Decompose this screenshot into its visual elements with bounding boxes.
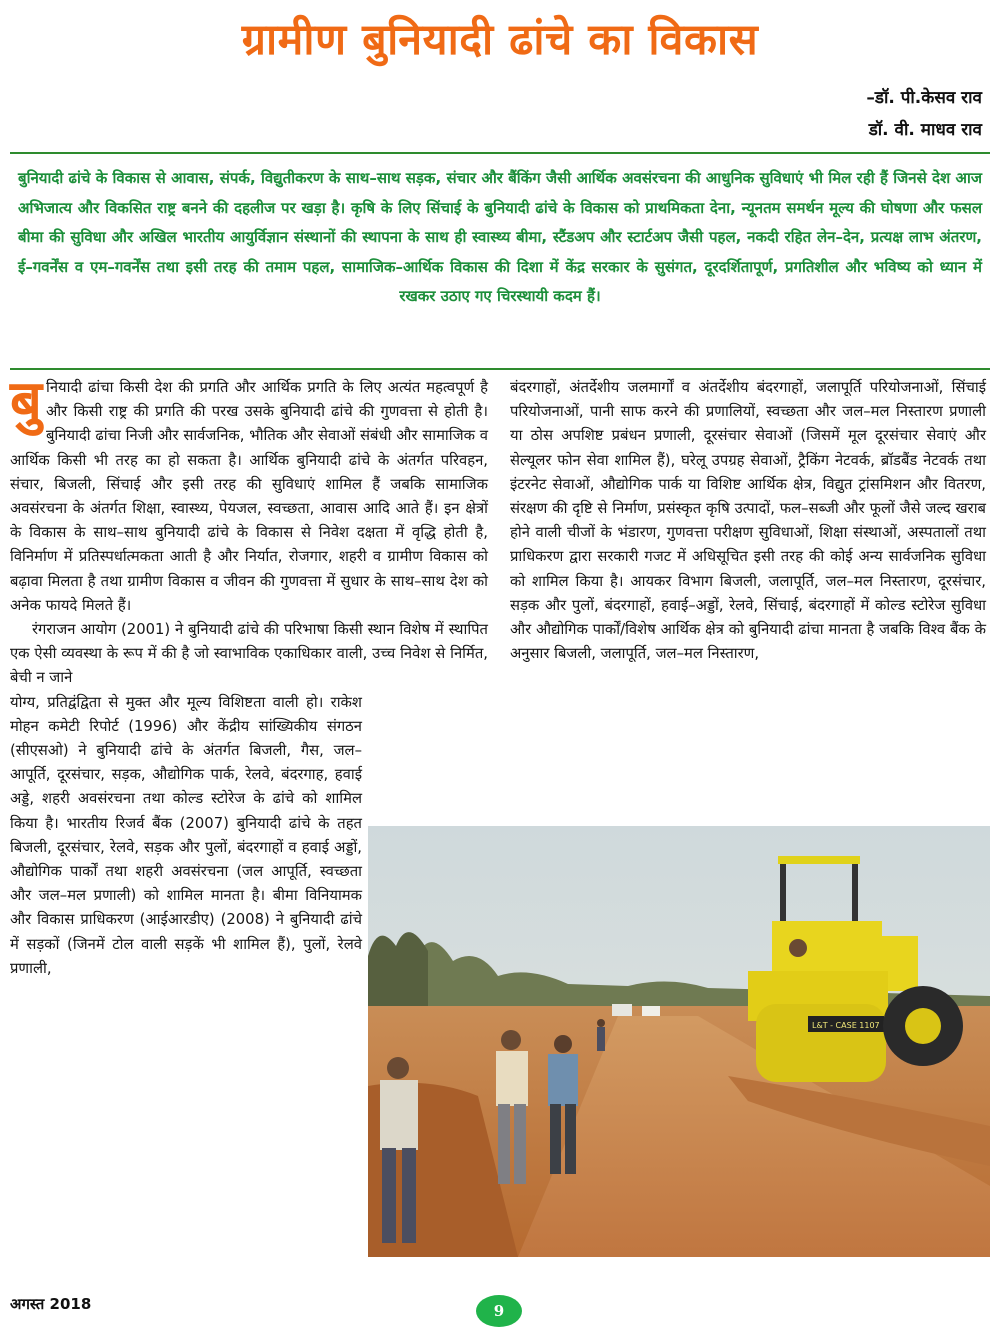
body-text: नियादी ढांचा किसी देश की प्रगति और आर्थिक प्रगति के लिए अत्यंत महत्वपूर्ण है और किसी राष्ट्र की प्रगति की परख उसके बुनियादी ढांचे की गुणवत्ता से होती है। बुनियादी ढांचा निजी और सार्वजनिक, भौतिक और सेवाओं संबंधी और सामाजिक व आर्थिक किसी भी तरह का हो सकता है। आर्थिक बुनियादी ढांचे के अंतर्गत परिवहन, संचार, बिजली, सिंचाई और इसी तरह की सुविधाएं शामिल हैं जबकि सामाजिक अवसंरचना के अंतर्गत शिक्षा, स्वास्थ्य, पेयजल, स्वच्छता, आवास आदि आते हैं। इन क्षेत्रों के विकास के साथ–साथ बुनियादी ढांचे के विकास से निवेश दक्षता में वृद्धि होती है, विनिर्माण में प्रतिस्पर्धात्मकता आती है और निर्यात, रोजगार, शहरी व ग्रामीण विकास को बढ़ावा मिलता है तथा ग्रामीण विकास व जीवन की गुणवत्ता में सुधार के साथ–साथ देश को अनेक फायदे मिलते हैं। [10,379,488,614]
body-column-right [510,376,986,666]
author-name: डॉ. वी. माधव राव [868,120,982,140]
abstract-text: बुनियादी ढांचे के विकास से आवास, संपर्क, विद्युतीकरण के साथ–साथ सड़क, संचार और बैंकिंग जैसी आर्थिक अवसंरचना की आधुनिक सुविधाएं भी मिल रही हैं जिनसे देश आज अभिजात्य और विकसित राष्ट्र बनने की दहलीज पर खड़ा है। कृषि के लिए सिंचाई के बुनियादी ढांचे के विकास को प्राथमिकता देना, न्यूनतम समर्थन मूल्य की घोषणा और फसल बीमा की सुविधा और अखिल भारतीय आयुर्विज्ञान संस्थानों की स्थापना के साथ ही स्वास्थ्य बीमा, स्टैंडअप और स्टार्टअप जैसी पहल, नकदी रहित लेन–देन, प्रत्यक्ष लाभ अंतरण, ई–गवर्नेंस व एम–गवर्नेंस तथा इसी तरह की तमाम पहल, सामाजिक–आर्थिक विकास की दिशा में केंद्र सरकार के सुसंगत, दूरदर्शितापूर्ण, प्रगतिशील और भविष्य को ध्यान में रखकर उठाए गए चिरस्थायी कदम हैं। [18,169,982,305]
roller-label: L&T - CASE 1107 [812,1021,880,1030]
page-number: 9 [476,1295,522,1327]
author-name: –डॉ. पी.केसव राव [866,88,982,108]
issue-date: अगस्त 2018 [10,1295,92,1313]
road-construction-photo [368,826,990,1257]
drop-cap: बु [10,369,42,434]
body-paragraph: योग्य, प्रतिद्वंद्विता से मुक्त और मूल्य विशिष्टता वाली हो। राकेश मोहन कमेटी रिपोर्ट (1996) और केंद्रीय सांख्यिकीय संगठन (सीएसओ) ने बुनियादी ढांचे के अंतर्गत बिजली, गैस, जल–आपूर्ति, दूरसंचार, सड़क, औद्योगिक पार्क, रेलवे, बंदरगाह, हवाई अड्डे, शहरी अवसंरचना तथा कोल्ड स्टोरेज के ढांचे को शामिल किया है। भारतीय रिजर्व बैंक (2007) बुनियादी ढांचे के तहत बिजली, दूरसंचार, रेलवे, सड़क और पुलों, बंदरगाहों व हवाई अड्डों, औद्योगिक पार्कों तथा शहरी अवसंरचना (जल आपूर्ति, स्वच्छता और जल–मल प्रणाली) को शामिल मानता है। बीमा विनियामक और विकास प्राधिकरण (आईआरडीए) (2008) ने बुनियादी ढांचे में सड़कों (जिनमें टोल वाली सड़कें भी शामिल हैं), पुलों, रेलवे प्रणाली, [10,693,362,977]
photo-illustration [368,826,990,1257]
article-title: ग्रामीण बुनियादी ढांचे का विकास [241,15,759,65]
body-paragraph [10,369,488,618]
body-paragraph: रंगराजन आयोग (2001) ने बुनियादी ढांचे की परिभाषा किसी स्थान विशेष में स्थापित एक ऐसी व्यवस्था के रूप में की है जो स्वाभाविक एकाधिकार वाली, उच्च निवेश से निर्मित, बेची न जाने [10,621,488,687]
author-block [866,82,982,146]
abstract-box [10,152,990,370]
body-paragraph: बंदरगाहों, अंतर्देशीय जलमार्गों व अंतर्देशीय बंदरगाहों, जलापूर्ति परियोजनाओं, सिंचाई परियोजनाओं, पानी साफ करने की प्रणालियों, स्वच्छता और जल–मल निस्तारण प्रणाली या ठोस अपशिष्ट प्रबंधन प्रणाली, दूरसंचार सेवाओं (जिसमें मूल दूरसंचार सेवाएं और सेल्यूलर फोन सेवा शामिल हैं), घरेलू उपग्रह सेवाओं, ट्रैकिंग नेटवर्क, ब्रॉडबैंड नेटवर्क तथा इंटरनेट सेवाओं, औद्योगिक पार्क या विशिष्ट आर्थिक क्षेत्र, विद्युत ट्रांसमिशन और वितरण, संरक्षण की दृष्टि से निर्माण, प्रसंस्कृत कृषि उत्पादों, फल–सब्जी और फूलों जैसे जल्द खराब होने वाली चीजों के भंडारण, गुणवत्ता परीक्षण सुविधाओं, शिक्षा संस्थाओं, अस्पतालों तथा प्राधिकरण द्वारा सरकारी गजट में अधिसूचित इसी तरह की कोई अन्य सार्वजनिक सुविधा को शामिल किया है। आयकर विभाग बिजली, जलापूर्ति, जल–मल निस्तारण, दूरसंचार, सड़क और पुलों, बंदरगाहों, हवाई–अड्डों, रेलवे, सिंचाई, बंदरगाहों में कोल्ड स्टोरेज सुविधा और औद्योगिक पार्कों/विशेष आर्थिक क्षेत्र को बुनियादी ढांचा मानता है जबकि विश्व बैंक के अनुसार बिजली, जलापूर्ति, जल–मल निस्तारण, [510,379,986,663]
